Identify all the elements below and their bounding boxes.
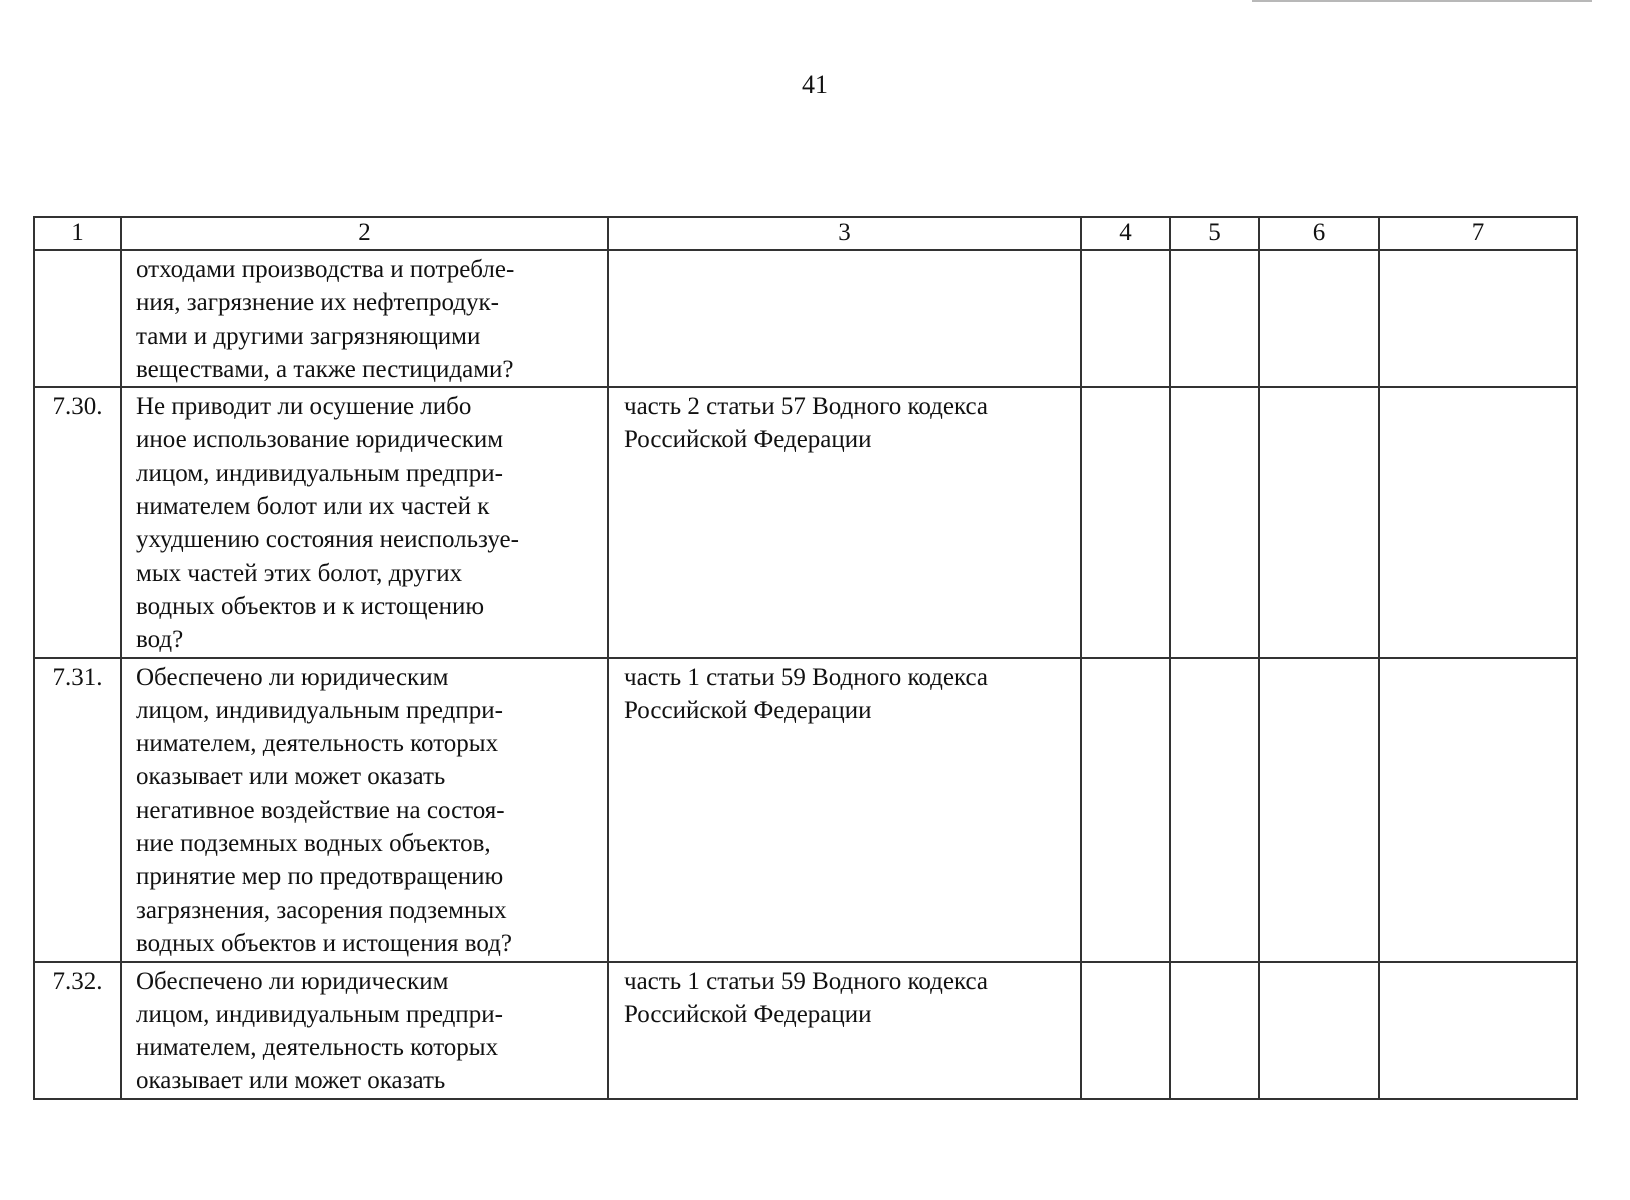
reference-cell [608,658,1081,962]
question-line: водных объектов и к истощению [136,592,485,620]
question-line: оказывает или может оказать [136,763,446,791]
reference-cell [608,962,1081,1099]
reference-line: Российской Федерации [624,696,872,724]
question-line: Обеспечено ли юридическим [136,967,449,995]
empty-cell-col-4 [1081,658,1170,962]
reference-line: часть 1 статьи 59 Водного кодекса [624,663,989,691]
table-row [34,250,1577,387]
reference-cell [608,387,1081,657]
reference-line: Российской Федерации [624,426,872,454]
row-number [34,250,121,387]
empty-cell-col-6 [1259,387,1379,657]
question-line: ние подземных водных объектов, [136,830,491,858]
question-line: негативное воздействие на состоя- [136,796,505,824]
question-line: загрязнения, засорения подземных [136,896,507,924]
reference-cell [608,250,1081,387]
question-line: нимателем, деятельность которых [136,1034,499,1062]
question-line: тами и другими загрязняющими [136,322,481,350]
question-line: отходами производства и потребле- [136,256,515,283]
question-line: принятие мер по предотвращению [136,863,504,891]
table-row [34,387,1577,657]
empty-cell-col-7 [1379,962,1577,1099]
page-number: 41 [802,70,828,99]
question-cell [121,658,608,962]
column-header-4: 4 [1081,217,1170,250]
column-header-5: 5 [1170,217,1259,250]
question-line: вод? [136,626,184,654]
empty-cell-col-4 [1081,250,1170,387]
reference-line: Российской Федерации [624,1000,872,1028]
row-number: 7.32. [34,962,121,1099]
row-number: 7.31. [34,658,121,962]
empty-cell-col-5 [1170,658,1259,962]
question-line: лицом, индивидуальным предпри- [136,459,503,487]
table-row [34,658,1577,962]
top-edge-rule [1252,0,1592,2]
empty-cell-col-5 [1170,387,1259,657]
column-header-1: 1 [34,217,121,250]
column-header-7: 7 [1379,217,1577,250]
question-line: нимателем, деятельность которых [136,730,499,758]
empty-cell-col-5 [1170,250,1259,387]
question-line: лицом, индивидуальным предпри- [136,1000,503,1028]
question-line: Обеспечено ли юридическим [136,663,449,691]
reference-line: часть 1 статьи 59 Водного кодекса [624,967,989,995]
empty-cell-col-7 [1379,387,1577,657]
column-header-2: 2 [121,217,608,250]
checklist-table [33,216,1578,1100]
question-line: иное использование юридическим [136,426,504,454]
column-number-row [34,217,1577,250]
question-line: лицом, индивидуальным предпри- [136,696,503,724]
question-line: водных объектов и истощения вод? [136,929,512,957]
empty-cell-col-4 [1081,387,1170,657]
question-line: ния, загрязнение их нефтепродук- [136,289,499,317]
empty-cell-col-7 [1379,658,1577,962]
row-number: 7.30. [34,387,121,657]
column-header-6: 6 [1259,217,1379,250]
question-line: веществами, а также пестицидами? [136,355,514,383]
question-cell [121,387,608,657]
empty-cell-col-4 [1081,962,1170,1099]
question-line: ухудшению состояния неиспользуе- [136,526,519,554]
empty-cell-col-7 [1379,250,1577,387]
question-line: Не приводит ли осушение либо [136,393,472,421]
column-header-3: 3 [608,217,1081,250]
empty-cell-col-6 [1259,250,1379,387]
question-cell [121,962,608,1099]
table-row [34,962,1577,1099]
empty-cell-col-6 [1259,658,1379,962]
question-line: мых частей этих болот, других [136,559,463,587]
reference-line: часть 2 статьи 57 Водного кодекса [624,393,989,421]
empty-cell-col-6 [1259,962,1379,1099]
question-cell [121,250,608,387]
question-line: оказывает или может оказать [136,1067,446,1095]
question-line: нимателем болот или их частей к [136,493,490,521]
empty-cell-col-5 [1170,962,1259,1099]
